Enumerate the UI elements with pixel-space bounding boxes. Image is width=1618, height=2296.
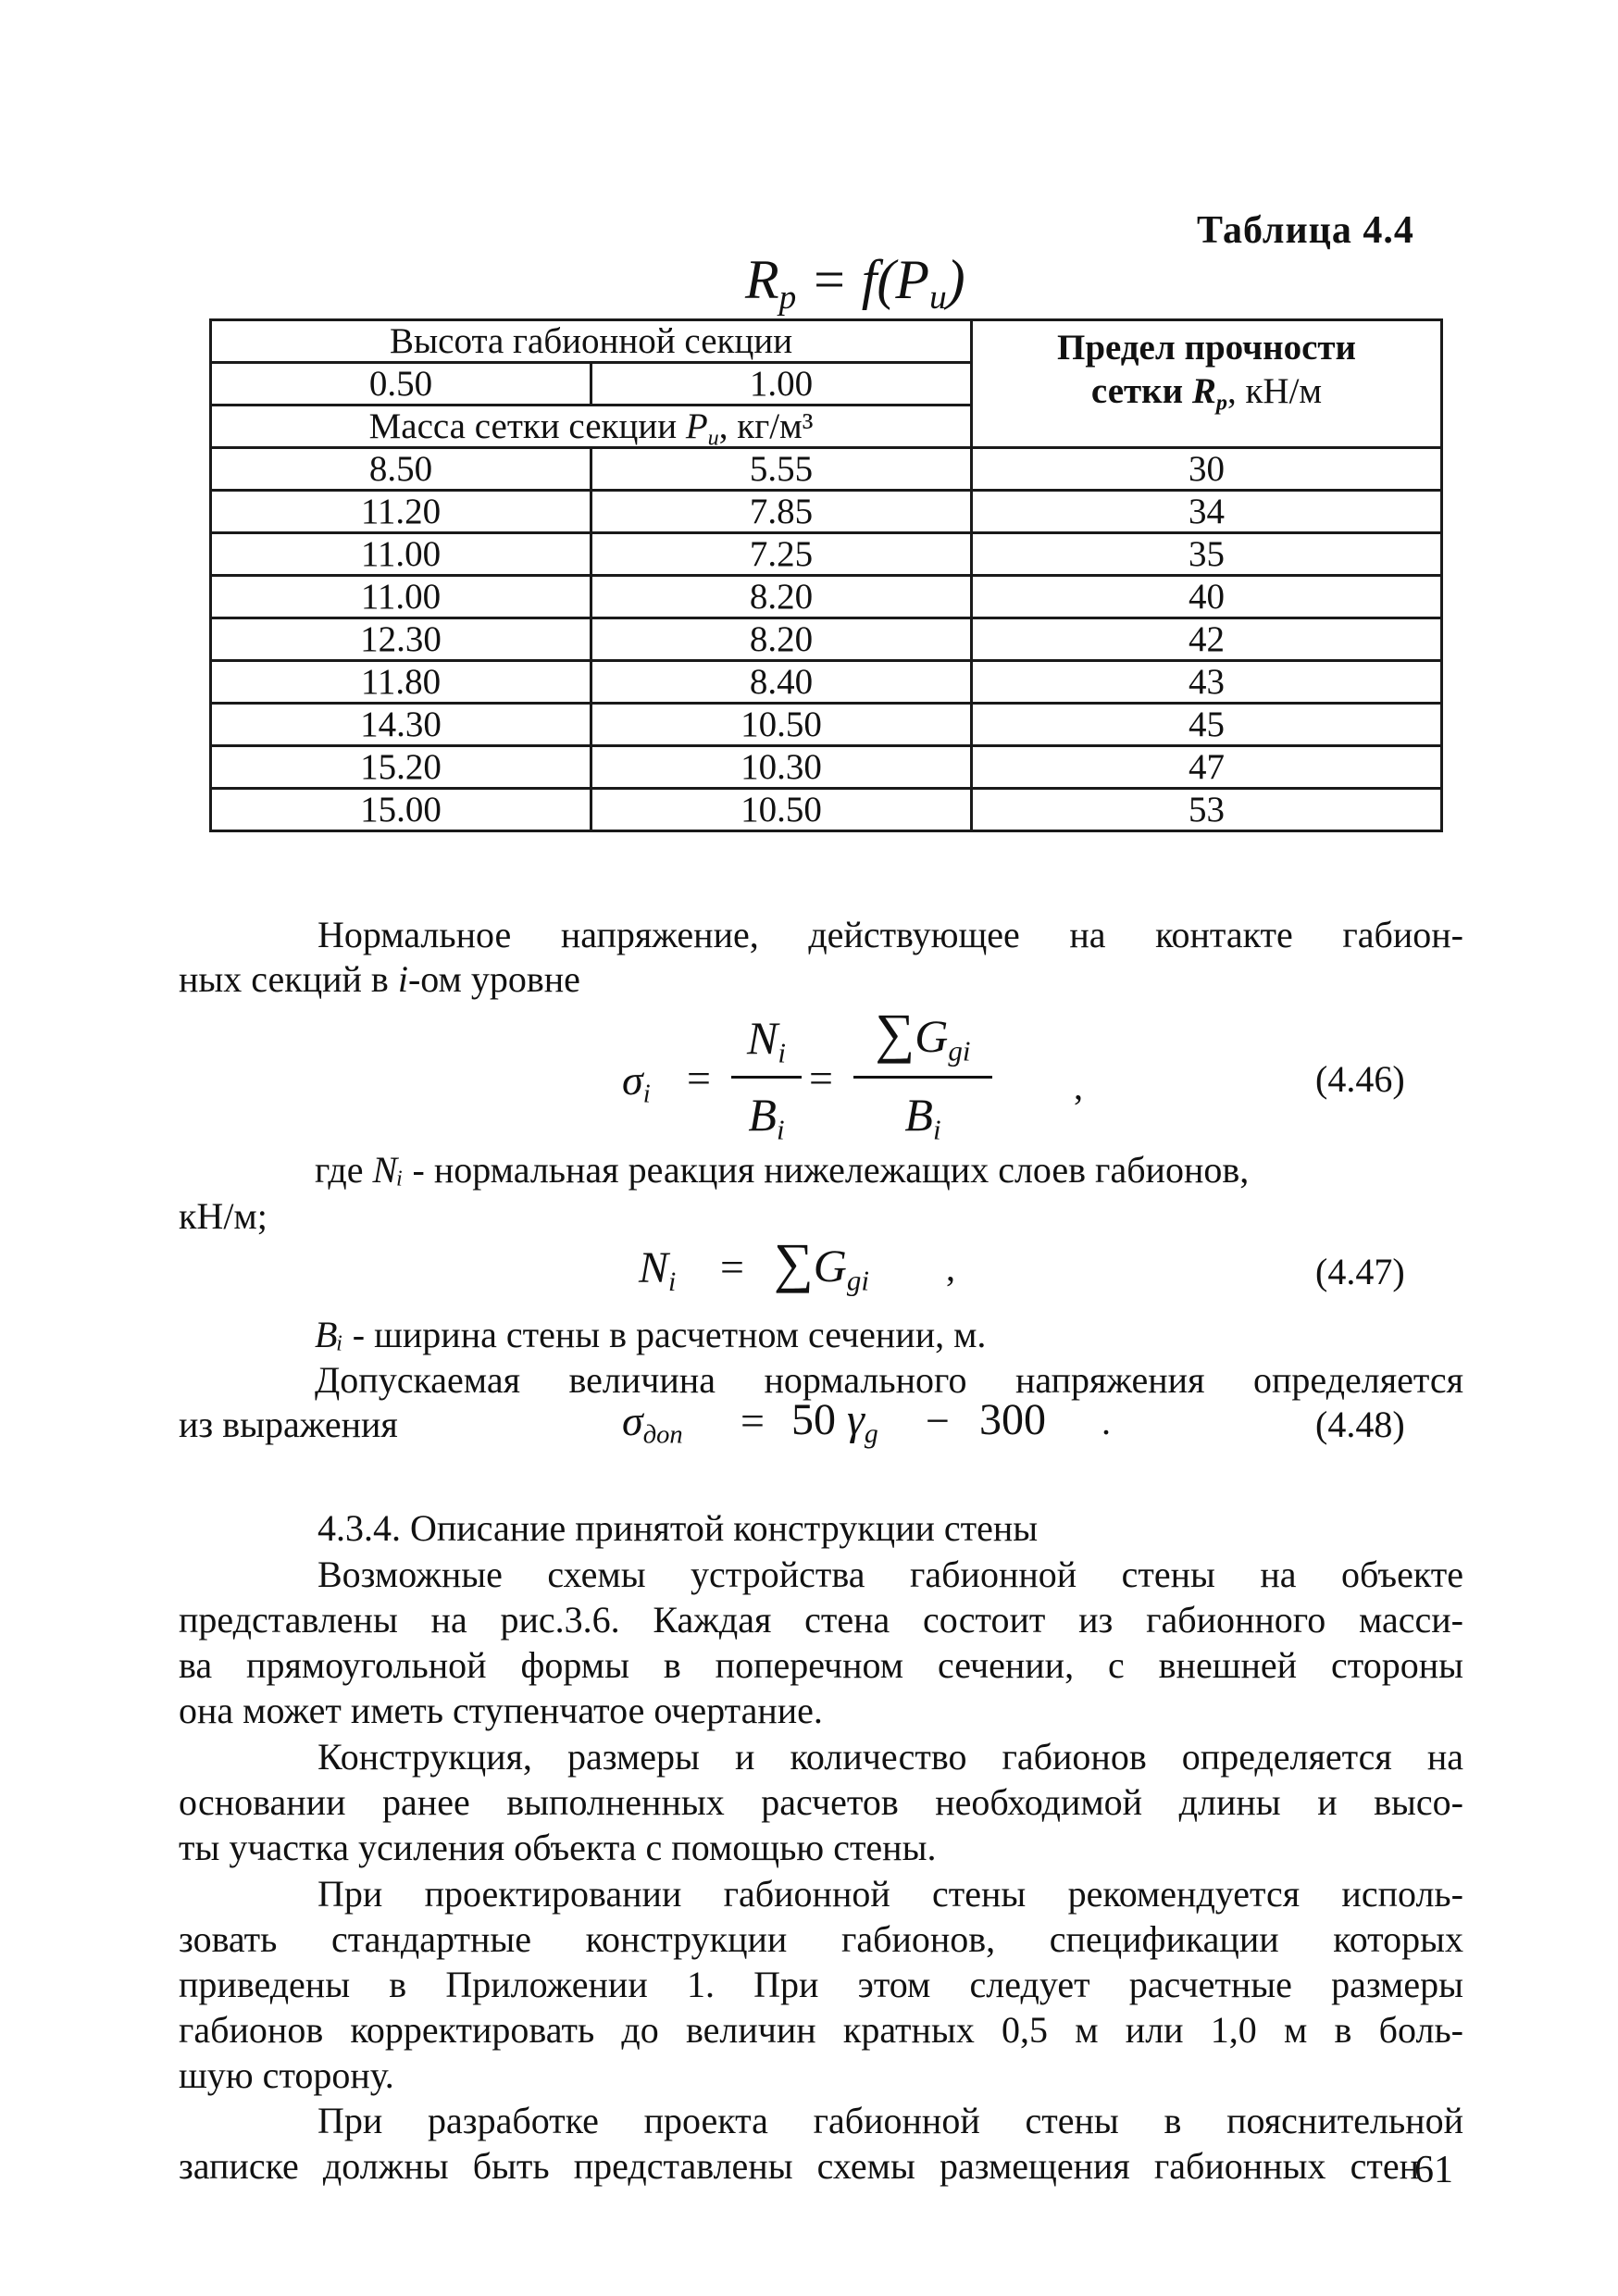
- strength-cell: 53: [972, 789, 1442, 831]
- bi-definition: [315, 1313, 986, 1356]
- paragraph-4-line: При разработке проекта габионной стены в пояснительной: [317, 2100, 1463, 2141]
- allowable-line1: Допускаемая величина нормального напряжения определяется: [315, 1359, 1463, 1401]
- mass-100-cell: 10.50: [591, 704, 972, 746]
- normal-stress-line2-b: -ом уровне: [407, 958, 580, 1000]
- table-row: [211, 576, 1442, 618]
- paragraph-2-line: Конструкция, размеры и количество габионов определяется на: [317, 1736, 1463, 1778]
- paragraph-4-line: записке должны быть представлены схемы размещения габионных стен: [179, 2145, 1419, 2187]
- strength-cell: 30: [972, 448, 1442, 491]
- paragraph-1-line: она может иметь ступенчатое очертание.: [179, 1690, 823, 1731]
- table-row: [211, 789, 1442, 831]
- table-caption: Таблица 4.4: [1197, 209, 1414, 252]
- equation-4-48-number: (4.48): [1315, 1404, 1405, 1445]
- paragraph-3-line: приведены в Приложении 1. При этом следует расчетные размеры: [179, 1964, 1463, 2005]
- bi-symbol: Bᵢ: [315, 1314, 343, 1355]
- table-row: [211, 533, 1442, 576]
- mass-100-cell: 10.30: [591, 746, 972, 789]
- paragraph-1-line: ва прямоугольной формы в поперечном сечении, с внешней стороны: [179, 1644, 1463, 1686]
- table-row: [211, 448, 1442, 491]
- mass-050-cell: 8.50: [211, 448, 591, 491]
- header-height-label: Высота габионной секции: [211, 320, 972, 363]
- section-heading: 4.3.4. Описание принятой конструкции стены: [317, 1507, 1039, 1549]
- where-ni-line: [315, 1148, 1249, 1192]
- table-row: [211, 618, 1442, 661]
- strength-cell: 43: [972, 661, 1442, 704]
- strength-cell: 42: [972, 618, 1442, 661]
- strength-cell: 35: [972, 533, 1442, 576]
- strength-cell: 40: [972, 576, 1442, 618]
- header-limit: [972, 320, 1442, 448]
- strength-cell: 45: [972, 704, 1442, 746]
- header-mass-unit: , кг/м³: [718, 406, 814, 446]
- mass-100-cell: 7.85: [591, 491, 972, 533]
- mass-050-cell: 15.20: [211, 746, 591, 789]
- where-ni-unit: кН/м;: [179, 1195, 268, 1237]
- mass-050-cell: 11.20: [211, 491, 591, 533]
- equation-4-46-number: (4.46): [1315, 1058, 1405, 1100]
- mass-100-cell: 8.40: [591, 661, 972, 704]
- header-mass-text: Масса сетки секции: [368, 406, 678, 446]
- mass-100-cell: 8.20: [591, 618, 972, 661]
- normal-stress-line2: [179, 957, 580, 1001]
- where-ni-prefix: где: [315, 1149, 373, 1191]
- header-height-050: 0.50: [211, 363, 591, 406]
- mass-100-cell: 5.55: [591, 448, 972, 491]
- table-row: [211, 661, 1442, 704]
- header-limit-line1: Предел прочности: [1056, 328, 1357, 368]
- mass-050-cell: 11.00: [211, 533, 591, 576]
- paragraph-3-line: зовать стандартные конструкции габионов, спецификации которых: [179, 1918, 1463, 1960]
- normal-stress-level-symbol: i: [397, 958, 408, 1000]
- mass-050-cell: 12.30: [211, 618, 591, 661]
- mass-050-cell: 11.00: [211, 576, 591, 618]
- mass-100-cell: 10.50: [591, 789, 972, 831]
- header-limit-symbol: $R_p$: [1191, 370, 1227, 416]
- mass-100-cell: 7.25: [591, 533, 972, 576]
- header-height-100: 1.00: [591, 363, 972, 406]
- page-number: 61: [1414, 2149, 1453, 2191]
- mass-050-cell: 11.80: [211, 661, 591, 704]
- paragraph-1-line: представлены на рис.3.6. Каждая стена состоит из габионного масси-: [179, 1599, 1463, 1641]
- allowable-line2: из выражения: [179, 1404, 398, 1445]
- table-formula: $R_p = f(P_u)$: [745, 249, 965, 318]
- paragraph-2-line: основании ранее выполненных расчетов необходимой длины и высо-: [179, 1781, 1463, 1823]
- strength-cell: 47: [972, 746, 1442, 789]
- mass-100-cell: 8.20: [591, 576, 972, 618]
- where-ni-definition: - нормальная реакция нижележащих слоев габионов,: [403, 1149, 1250, 1191]
- header-mass-label: [211, 406, 972, 448]
- gabion-strength-table: [209, 318, 1443, 832]
- where-ni-symbol: Nᵢ: [372, 1149, 404, 1191]
- paragraph-3-line: шую сторону.: [179, 2054, 394, 2096]
- strength-cell: 34: [972, 491, 1442, 533]
- table-row: [211, 704, 1442, 746]
- paragraph-1-line: Возможные схемы устройства габионной стены на объекте: [317, 1554, 1463, 1595]
- paragraph-3-line: При проектировании габионной стены рекомендуется исполь-: [317, 1873, 1463, 1915]
- header-mass-symbol: $P_u$: [685, 406, 719, 448]
- paragraph-2-line: ты участка усиления объекта с помощью стены.: [179, 1827, 937, 1868]
- table-row: [211, 491, 1442, 533]
- table-row: [211, 746, 1442, 789]
- header-limit-unit: , кН/м: [1226, 370, 1323, 411]
- normal-stress-line2-a: ных секций в: [179, 958, 398, 1000]
- equation-4-47-number: (4.47): [1315, 1251, 1405, 1292]
- header-limit-word: сетки: [1090, 370, 1184, 411]
- header-limit-line2: [973, 370, 1440, 414]
- bi-definition-text: - ширина стены в расчетном сечении, м.: [342, 1314, 987, 1355]
- mass-050-cell: 14.30: [211, 704, 591, 746]
- paragraph-3-line: габионов корректировать до величин кратных 0,5 м или 1,0 м в боль-: [179, 2009, 1463, 2051]
- normal-stress-line1: Нормальное напряжение, действующее на контакте габион-: [317, 914, 1463, 955]
- mass-050-cell: 15.00: [211, 789, 591, 831]
